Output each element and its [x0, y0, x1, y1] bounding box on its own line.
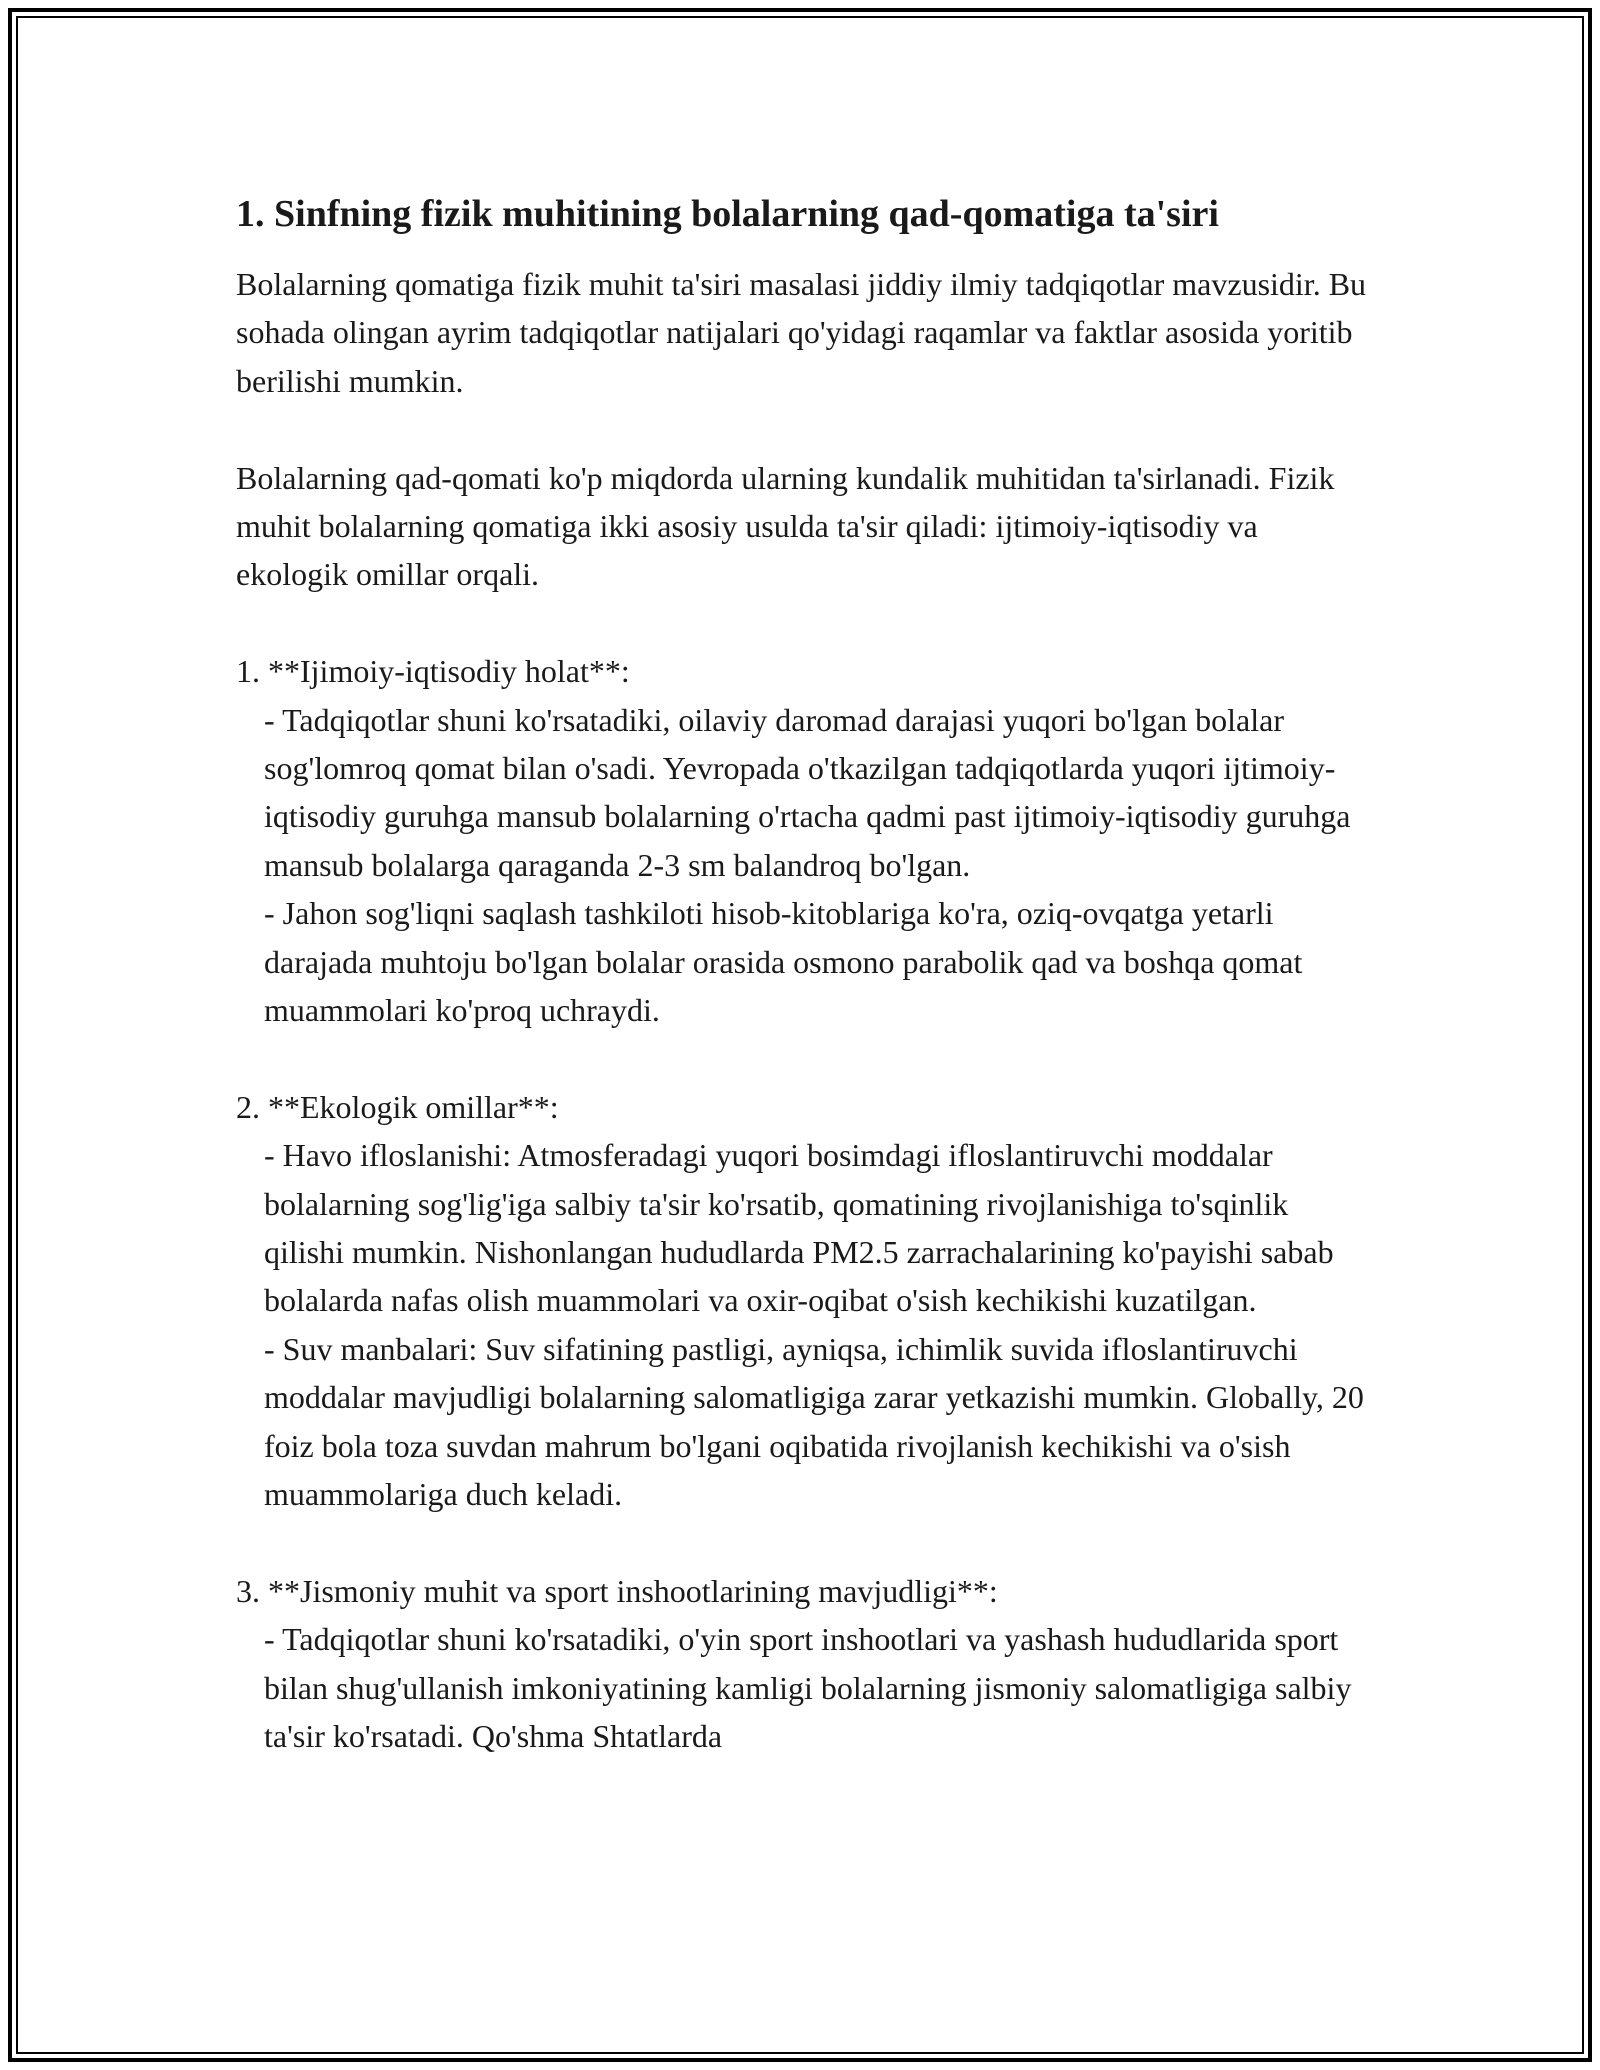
paragraph-gap: [236, 405, 1376, 453]
section-3-point-1: - Tadqiqotlar shuni ko'rsatadiki, o'yin sport inshootlari va yashash hududlarida sport bilan shug'ullanish imkoniyatining kamligi bolalarning jismoniy salomatligiga salbiy ta'sir ko'rsatadi. Qo'shma Shtatlarda: [264, 1621, 1352, 1755]
section-heading-2: 2. **Ekologik omillar**:: [236, 1088, 559, 1125]
intro-paragraph-2: Bolalarning qad-qomati ko'p miqdorda ularning kundalik muhitidan ta'sirlanadi. Fizik muhit bolalarning qomatiga ikki asosiy usulda ta'sir qiladi: ijtimoiy-iqtisodiy va ekologik omillar orqali.: [236, 459, 1335, 593]
section-2-point-1: - Havo ifloslanishi: Atmosferadagi yuqori bosimdagi ifloslantiruvchi moddalar bolalarning sog'lig'iga salbiy ta'sir ko'rsatib, qomatining rivojlanishiga to'sqinlik qilishi mumkin. Nishonlangan hududlarda PM2.5 zarrachalarining ko'payishi sabab bolalarda nafas olish muammolari va oxir-oqibat o'sish kechikishi kuzatilgan.: [264, 1137, 1334, 1319]
section-heading-3: 3. **Jismoniy muhit va sport inshootlarining mavjudligi**:: [236, 1572, 998, 1609]
paragraph-gap: [236, 1519, 1376, 1567]
intro-paragraph-1: Bolalarning qomatiga fizik muhit ta'siri masalasi jiddiy ilmiy tadqiqotlar mavzusidir. Bu sohada olingan ayrim tadqiqotlar natijalari qo'yidagi raqamlar va faktlar asosida yoritib berilishi mumkin.: [236, 266, 1367, 399]
section-1-point-1: - Tadqiqotlar shuni ko'rsatadiki, oilaviy daromad darajasi yuqori bo'lgan bolalar sog'lomroq qomat bilan o'sadi. Yevropada o'tkazilgan tadqiqotlarda yuqori ijtimoiy-iqtisodiy guruhga mansub bolalarning o'rtacha qadmi past ijtimoiy-iqtisodiy guruhga mansub bolalarga qaraganda 2-3 sm balandroq bo'lgan.: [264, 701, 1351, 883]
paragraph-gap: [236, 599, 1376, 647]
document-title: 1. Sinfning fizik muhitining bolalarning qad-qomatiga ta'siri: [236, 193, 1219, 235]
document-body: [236, 188, 1376, 1761]
paragraph-gap: [236, 1034, 1376, 1082]
section-2-point-2: - Suv manbalari: Suv sifatining pastligi, ayniqsa, ichimlik suvida ifloslantiruvchi moddalar mavjudligi bolalarning salomatligiga zarar yetkazishi mumkin. Globally, 20 foiz bola toza suvdan mahrum bo'lgani oqibatida rivojlanish kechikishi va o'sish muammolariga duch keladi.: [264, 1330, 1364, 1513]
section-heading-1: 1. **Ijimoiy-iqtisodiy holat**:: [236, 653, 630, 690]
section-1-point-2: - Jahon sog'liqni saqlash tashkiloti hisob-kitoblariga ko'ra, oziq-ovqatga yetarli darajada muhtoju bo'lgan bolalar orasida osmono parabolik qad va boshqa qomat muammolari ko'proq uchraydi.: [264, 895, 1303, 1029]
